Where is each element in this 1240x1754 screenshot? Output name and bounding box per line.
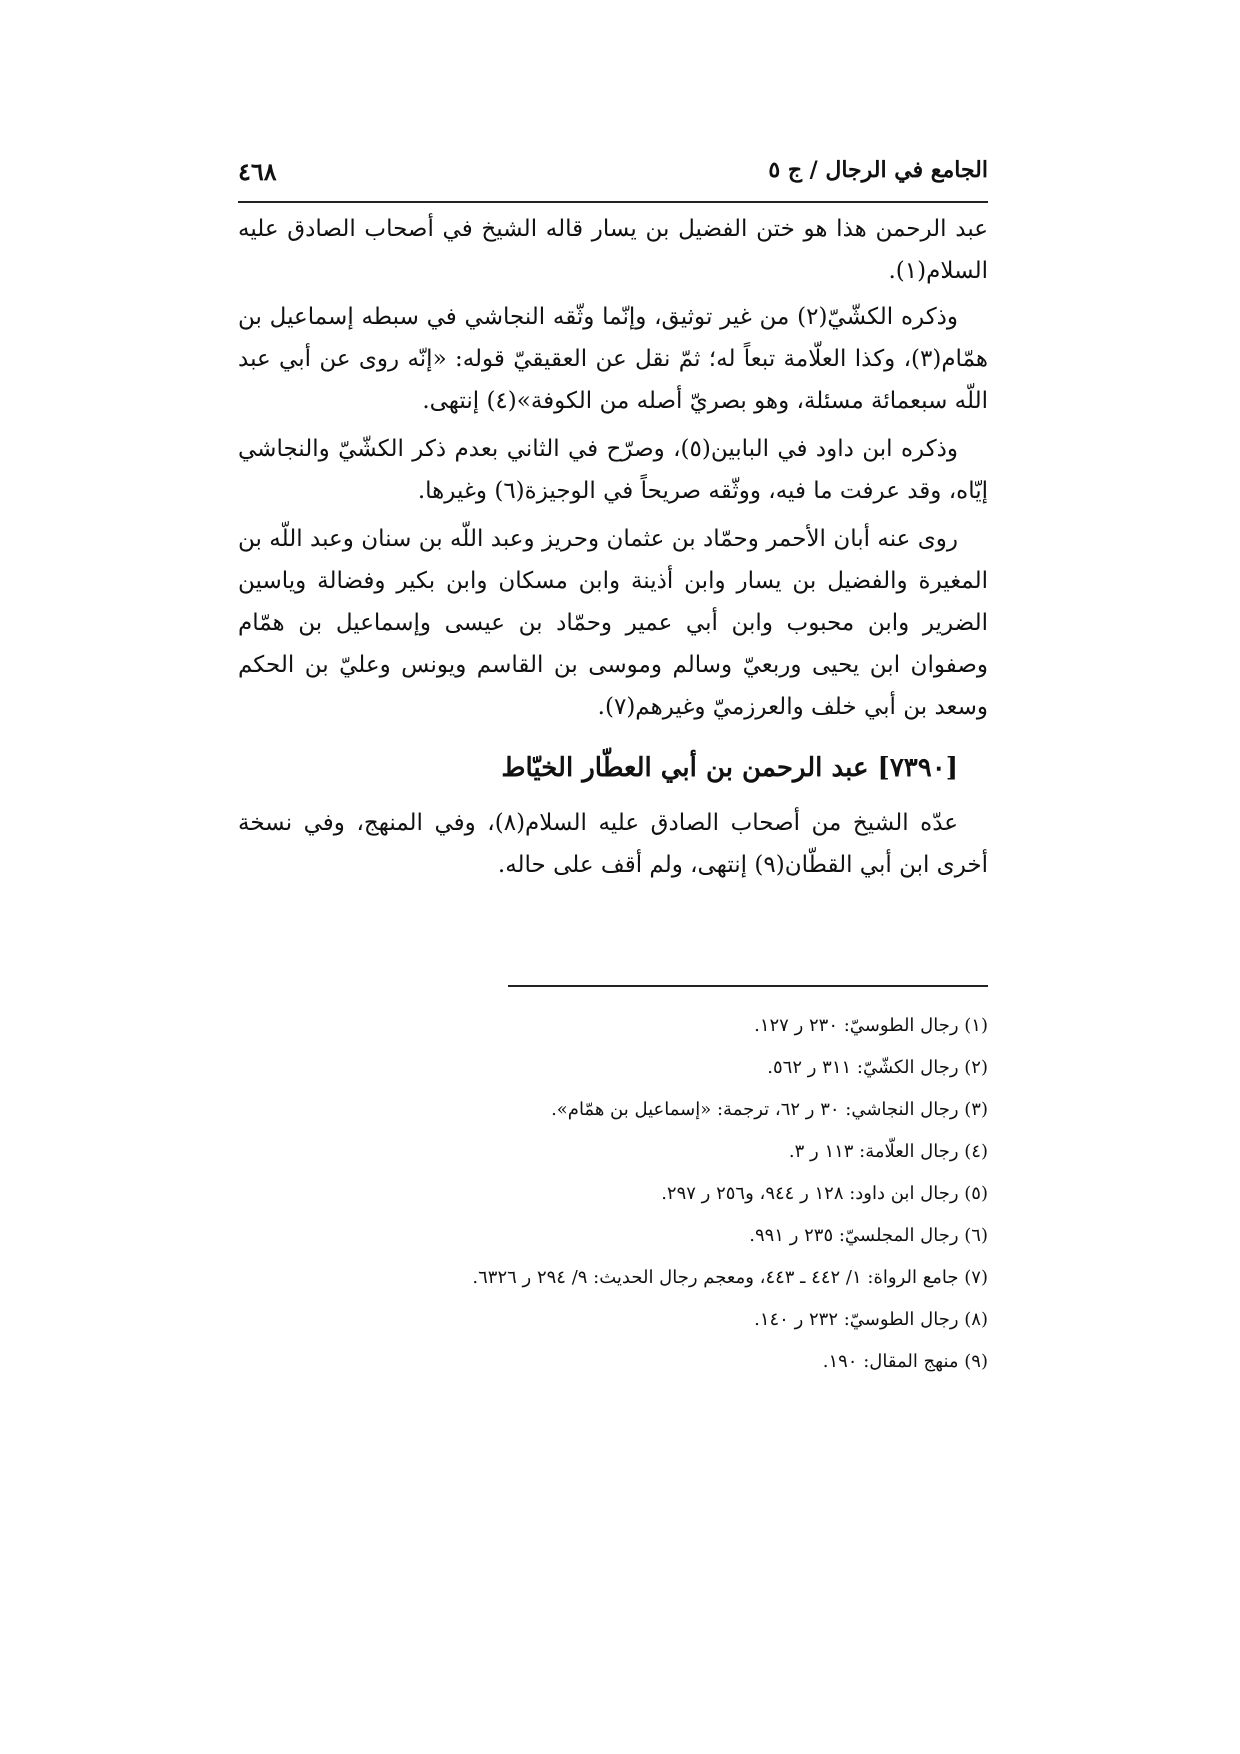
entry-paragraph: عدّه الشيخ من أصحاب الصادق عليه السلام(٨)، وفي المنهج، وفي نسخة أخرى ابن أبي القطّان(٩) إنتهى، ولم أقف على حاله. [238,810,988,878]
footnote-6: (٦) رجال المجلسيّ: ٢٣٥ ر ٩٩١. [749,1225,988,1246]
footnote-1: (١) رجال الطوسيّ: ٢٣٠ ر ١٢٧. [754,1015,988,1036]
paragraph-1: عبد الرحمن هذا هو ختن الفضيل بن يسار قاله الشيخ في أصحاب الصادق عليه السلام(١). [238,216,988,284]
footnote-9: (٩) منهج المقال: ١٩٠. [822,1351,988,1372]
page-number: ٤٦٨ [238,157,277,186]
footnote-2: (٢) رجال الكشّيّ: ٣١١ ر ٥٦٢. [767,1057,988,1078]
footnote-7: (٧) جامع الرواة: ١/ ٤٤٢ ـ ٤٤٣، ومعجم رجال الحديث: ٩/ ٢٩٤ ر ٦٣٢٦. [472,1267,988,1288]
paragraph-4: روى عنه أبان الأحمر وحمّاد بن عثمان وحريز وعبد اللّه بن سنان وعبد اللّه بن المغيرة والفضيل بن يسار وابن أذينة وابن مسكان وابن بكير وفضالة وياسين الضرير وابن محبوب وابن أبي عمير وحمّاد بن عيسى وإسماعيل بن همّام وصفوان ابن يحيى وربعيّ وسالم وموسى بن القاسم ويونس وعليّ بن الحكم وسعد بن أبي خلف والعرزميّ وغيرهم(٧). [238,526,988,720]
page-header [238,155,988,203]
main-text [238,208,988,892]
paragraph-2: وذكره الكشّيّ(٢) من غير توثيق، وإنّما وثّقه النجاشي في سبطه إسماعيل بن همّام(٣)، وكذا العلّامة تبعاً له؛ ثمّ نقل عن العقيقيّ قوله: «إنّه روى عن أبي عبد اللّه سبعمائة مسئلة، وهو بصريّ أصله من الكوفة»(٤) إنتهى. [238,304,988,414]
paragraph-3: وذكره ابن داود في البابين(٥)، وصرّح في الثاني بعدم ذكر الكشّيّ والنجاشي إيّاه، وقد عرفت ما فيه، ووثّقه صريحاً في الوجيزة(٦) وغيرها. [238,436,988,504]
running-title: الجامع في الرجال / ج ٥ [768,157,988,183]
footnote-4: (٤) رجال العلّامة: ١١٣ ر ٣. [788,1141,988,1162]
footnote-3: (٣) رجال النجاشي: ٣٠ ر ٦٢، ترجمة: «إسماعيل بن همّام». [551,1099,988,1120]
footnotes-list [238,1005,988,1383]
footnote-5: (٥) رجال ابن داود: ١٢٨ ر ٩٤٤، و٢٥٦ ر ٢٩٧. [661,1183,988,1204]
footnote-separator [508,985,988,987]
footnote-8: (٨) رجال الطوسيّ: ٢٣٢ ر ١٤٠. [754,1309,988,1330]
entry-heading: [٧٣٩٠] عبد الرحمن بن أبي العطّار الخيّاط [501,753,958,783]
